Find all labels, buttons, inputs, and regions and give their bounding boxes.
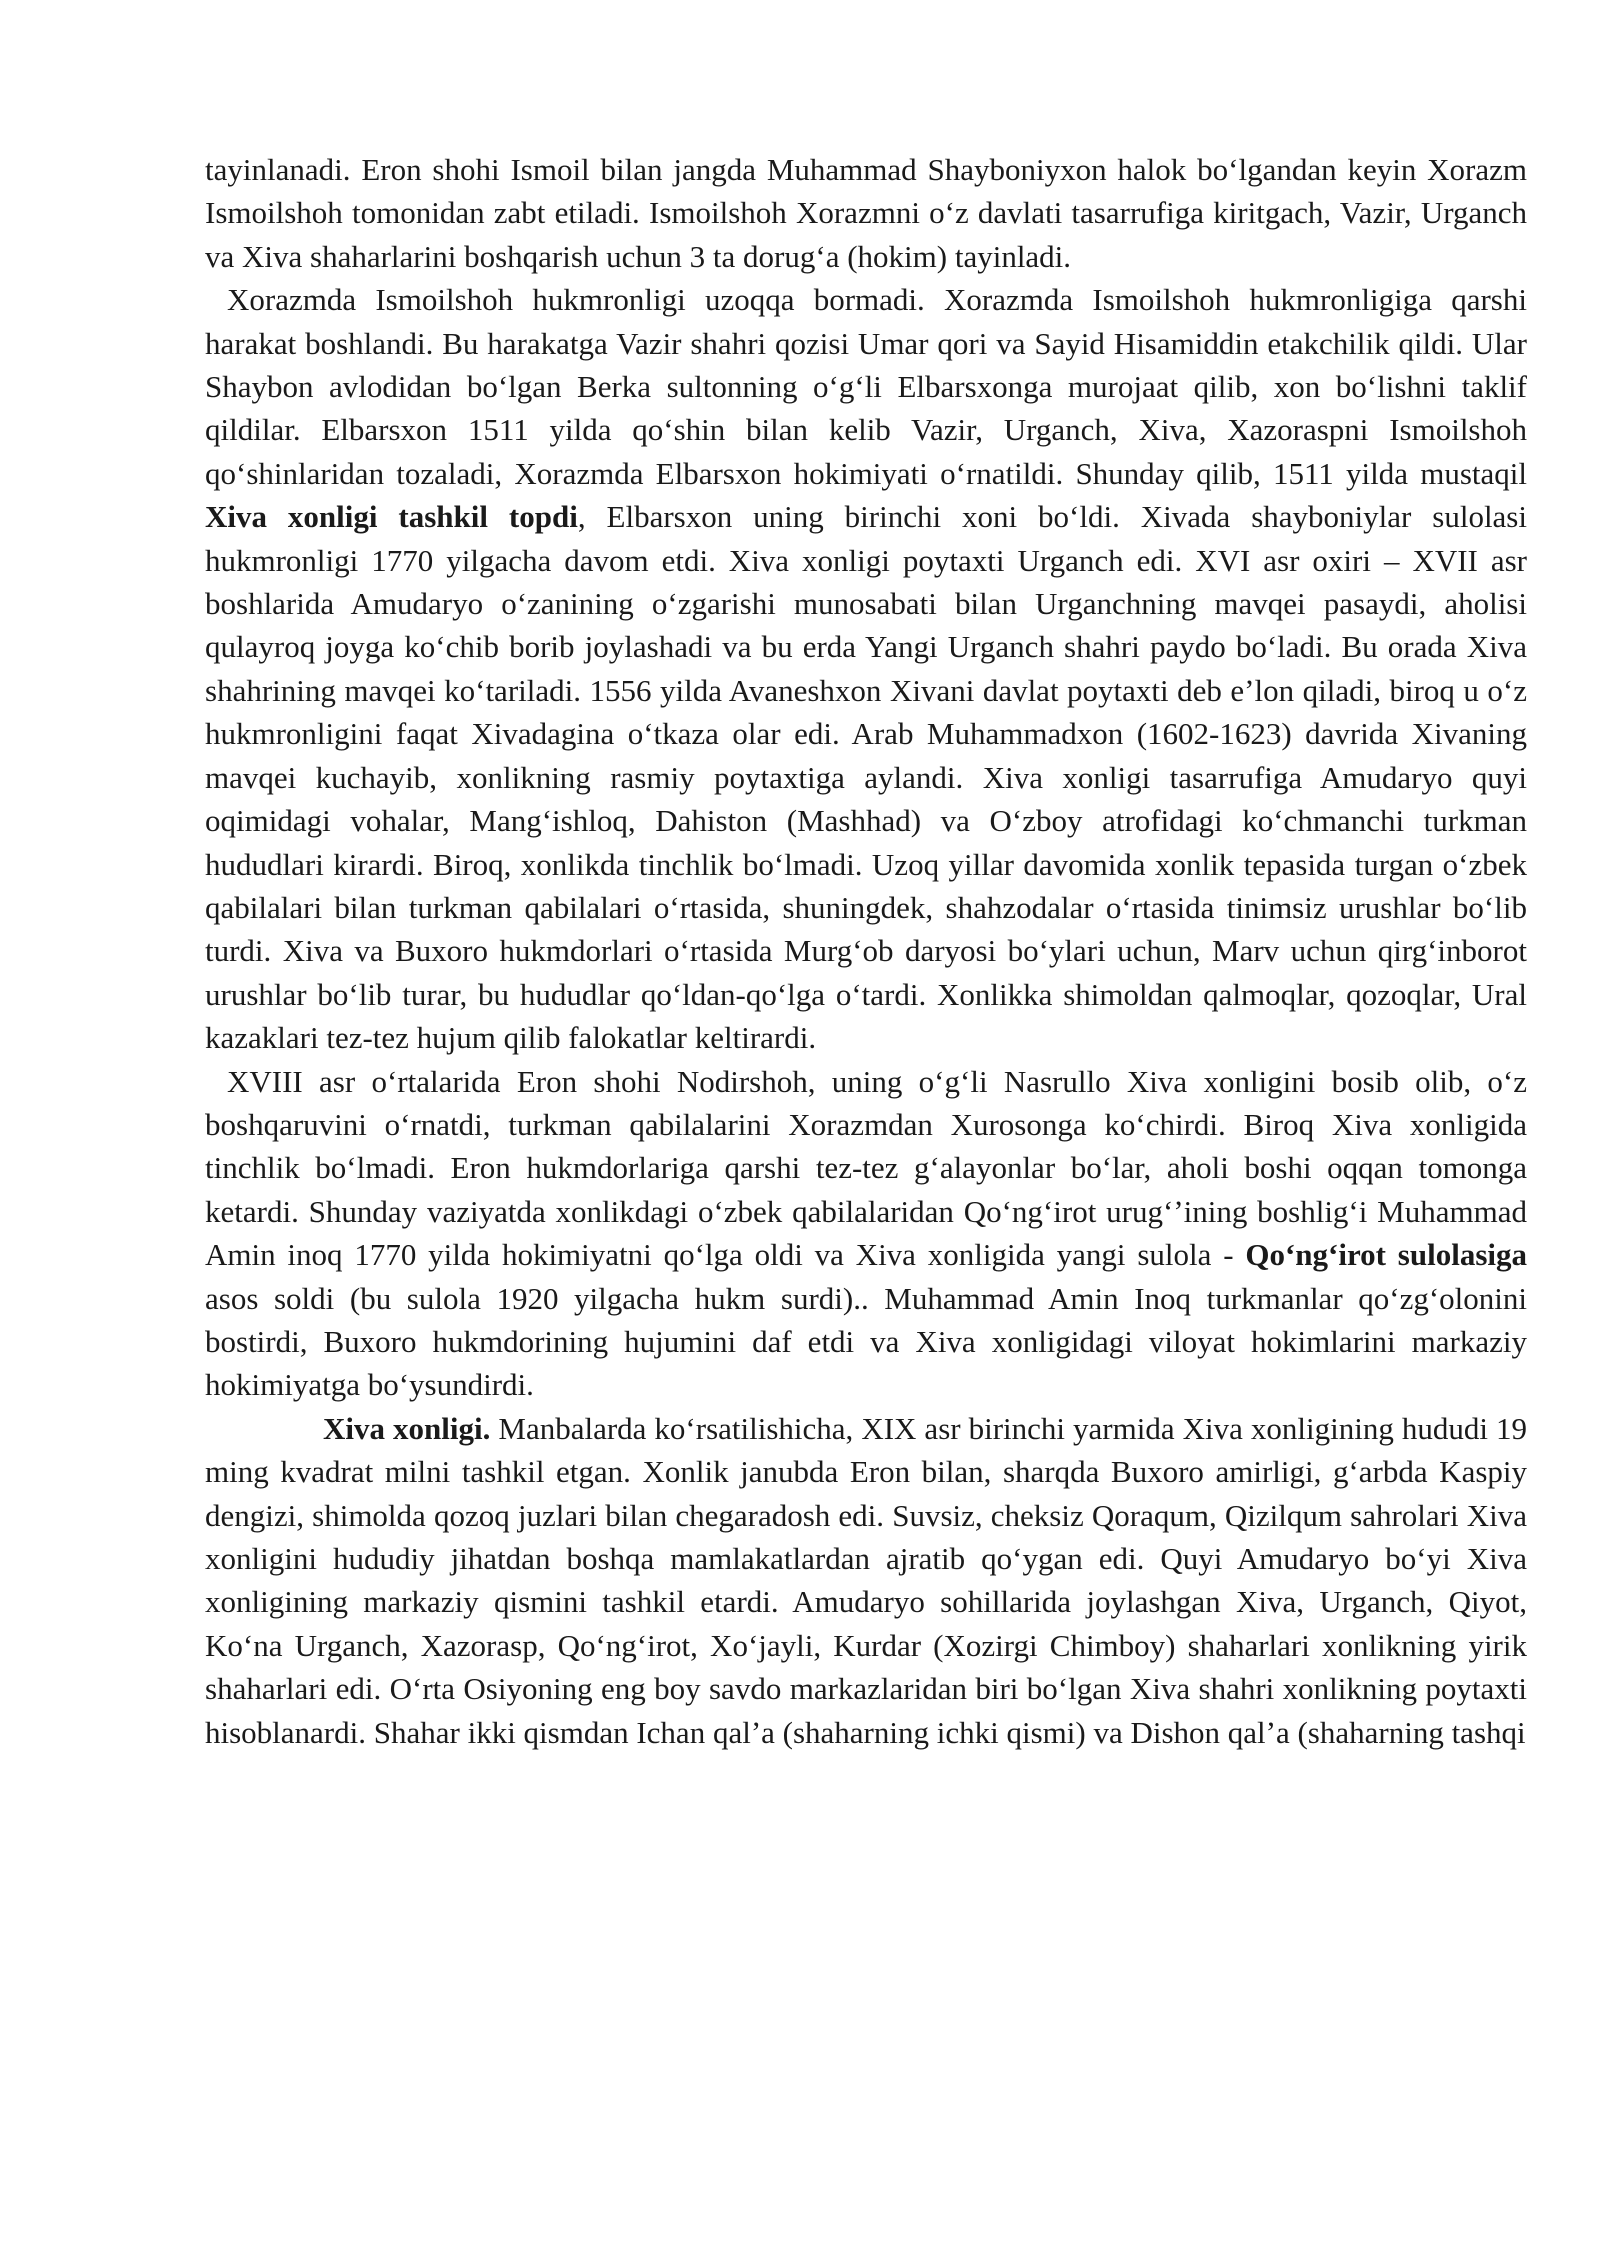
paragraph-2-text-1: Xorazmda Ismoilshoh hukmronligi uzoqqa bormadi. Xorazmda Ismoilshoh hukmronligiga qarshi harakat boshlandi. Bu harakatga Vazir shahri qozisi Umar qori va Sayid Hisamiddin etakchilik qildi. Ular Shaybon avlodidan boʻlgan Berka sultonning oʻgʻli Elbarsxonga murojaat qilib, xon boʻlishni taklif qildilar. Elbarsxon 1511 yilda qoʻshin bilan kelib Vazir, Urganch, Xiva, Xazoraspni Ismoilshoh qoʻshinlaridan tozaladi, Xorazmda Elbarsxon hokimiyati oʻrnatildi. Shunday qilib, 1511 yilda mustaqil	[205, 282, 1527, 491]
document-page	[205, 148, 1527, 1754]
paragraph-3-bold-term: Qoʻngʻirot sulolasiga	[1245, 1237, 1527, 1273]
paragraph-4	[205, 1407, 1527, 1754]
paragraph-3	[205, 1060, 1527, 1407]
paragraph-1	[205, 148, 1527, 278]
paragraph-4-text-1: Manbalarda koʻrsatilishicha, XIX asr birinchi yarmida Xiva xonligining hududi 19 ming kvadrat milni tashkil etgan. Xonlik janubda Eron bilan, sharqda Buxoro amirligi, gʻarbda Kaspiy dengizi, shimolda qozoq juzlari bilan chegaradosh edi. Suvsiz, cheksiz Qoraqum, Qizilqum sahrolari Xiva xonligini hududiy jihatdan boshqa mamlakatlardan ajratib qoʻygan edi. Quyi Amudaryo boʻyi Xiva xonligining markaziy qismini tashkil etardi. Amudaryo sohillarida joylashgan Xiva, Urganch, Qiyot, Koʻna Urganch, Xazorasp, Qoʻngʻirot, Xoʻjayli, Kurdar (Xozirgi Chimboy) shaharlari xonlikning yirik shaharlari edi. Oʻrta Osiyoning eng boy savdo markazlaridan biri boʻlgan Xiva shahri xonlikning poytaxti hisoblanardi. Shahar ikki qismdan Ichan qalʼa (shaharning ichki qismi) va Dishon qalʼa (shaharning tashqi	[205, 1410, 1527, 1750]
paragraph-4-bold-heading: Xiva xonligi.	[323, 1410, 491, 1446]
paragraph-2-bold-term: Xiva xonligi tashkil topdi	[205, 499, 578, 535]
paragraph-3-text-1: XVIII asr oʻrtalarida Eron shohi Nodirshoh, uning oʻgʻli Nasrullo Xiva xonligini bosib olib, oʻz boshqaruvini oʻrnatdi, turkman qabilalarini Xorazmdan Xurosonga koʻchirdi. Biroq Xiva xonligida tinchlik boʻlmadi. Eron hukmdorlariga qarshi tez-tez gʻalayonlar boʻlar, aholi boshi oqqan tomonga ketardi. Shunday vaziyatda xonlikdagi oʻzbek qabilalaridan Qoʻngʻirot urugʻʼining boshligʻi Muhammad Amin inoq 1770 yilda hokimiyatni qoʻlga oldi va Xiva xonligida yangi sulola -	[205, 1063, 1527, 1273]
paragraph-3-text-2: asos soldi (bu sulola 1920 yilgacha hukm surdi).. Muhammad Amin Inoq turkmanlar qoʻzgʻolonini bostirdi, Buxoro hukmdorining hujumini daf etdi va Xiva xonligidagi viloyat hokimlarini markaziy hokimiyatga boʻysundirdi.	[205, 1280, 1527, 1403]
paragraph-2-text-2: , Elbarsxon uning birinchi xoni boʻldi. Xivada shayboniylar sulolasi hukmronligi 1770 yilgacha davom etdi. Xiva xonligi poytaxti Urganch edi. XVI asr oxiri – XVII asr boshlarida Amudaryo oʻzanining oʻzgarishi munosabati bilan Urganchning mavqei pasaydi, aholisi qulayroq joyga koʻchib borib joylashadi va bu erda Yangi Urganch shahri paydo boʻladi. Bu orada Xiva shahrining mavqei koʻtariladi. 1556 yilda Avaneshxon Xivani davlat poytaxti deb eʼlon qiladi, biroq u oʻz hukmronligini faqat Xivadagina oʻtkaza olar edi. Arab Muhammadxon (1602-1623) davrida Xivaning mavqei kuchayib, xonlikning rasmiy poytaxtiga aylandi. Xiva xonligi tasarrufiga Amudaryo quyi oqimidagi vohalar, Mangʻishloq, Dahiston (Mashhad) va Oʻzboy atrofidagi koʻchmanchi turkman hududlari kirardi. Biroq, xonlikda tinchlik boʻlmadi. Uzoq yillar davomida xonlik tepasida turgan oʻzbek qabilalari bilan turkman qabilalari oʻrtasida, shuningdek, shahzodalar oʻrtasida tinimsiz urushlar boʻlib turdi. Xiva va Buxoro hukmdorlari oʻrtasida Murgʻob daryosi boʻylari uchun, Marv uchun qirgʻinborot urushlar boʻlib turar, bu hududlar qoʻldan-qoʻlga oʻtardi. Xonlikka shimoldan qalmoqlar, qozoqlar, Ural kazaklari tez-tez hujum qilib falokatlar keltirardi.	[205, 499, 1527, 1056]
paragraph-2	[205, 278, 1527, 1059]
paragraph-1-text-1: tayinlanadi. Eron shohi Ismoil bilan jangda Muhammad Shayboniyxon halok boʻlgandan keyin Xorazm Ismoilshoh tomonidan zabt etiladi. Ismoilshoh Xorazmni oʻz davlati tasarrufiga kiritgach, Vazir, Urganch va Xiva shaharlarini boshqarish uchun 3 ta dorugʻa (hokim) tayinladi.	[205, 152, 1527, 274]
